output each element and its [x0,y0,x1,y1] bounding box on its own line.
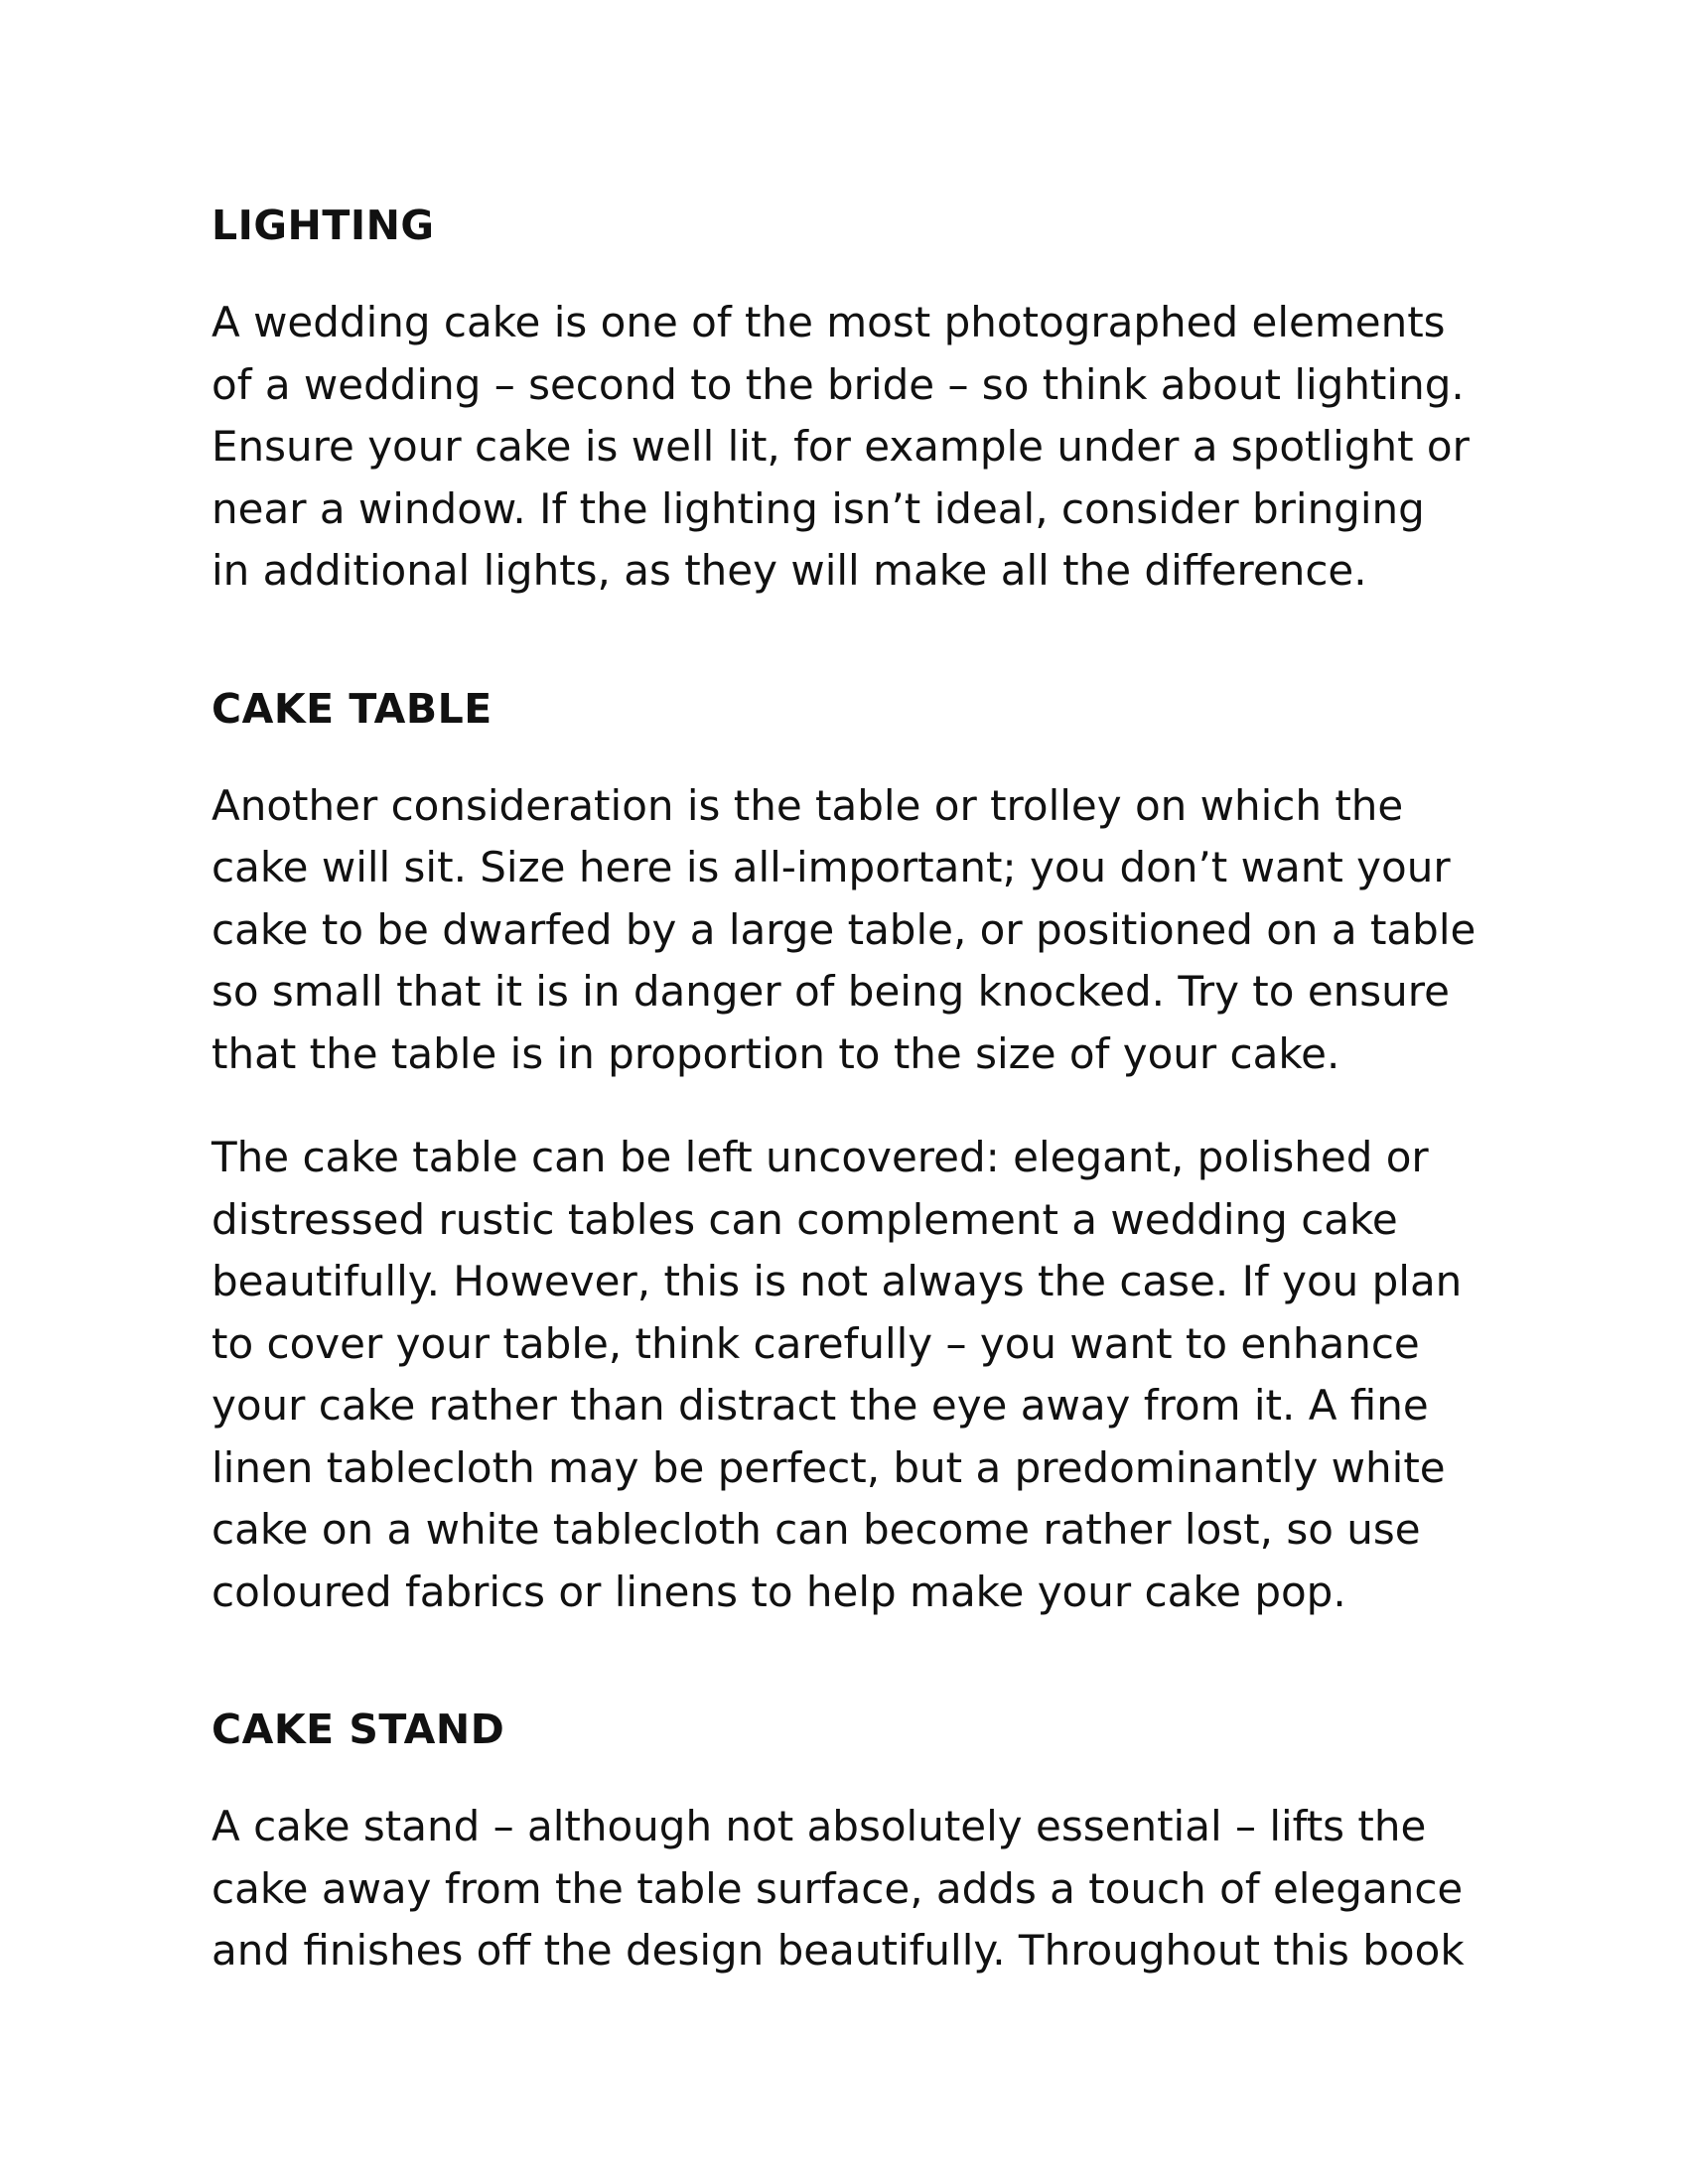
text-line: cake to be dwarfed by a large table, or positioned on a table [211,904,1477,954]
text-line: so small that it is in danger of being knocked. Try to ensure [211,967,1450,1016]
heading-cake-table: CAKE TABLE [211,684,492,733]
text-line: in additional lights, as they will make all the difference. [211,546,1367,595]
text-line: A cake stand – although not absolutely essential – lifts the [211,1802,1427,1850]
text-line: Another consideration is the table or trolley on which the [211,780,1404,830]
text-line: A wedding cake is one of the most photographed elements [211,298,1446,346]
text-line: linen tablecloth may be perfect, but a predominantly white [211,1442,1446,1492]
paragraph-cake-table-2 [211,1127,1502,1623]
text-line: distressed rustic tables can complement a wedding cake [211,1194,1398,1244]
text-line: coloured fabrics or linens to help make your cake pop. [211,1567,1346,1616]
text-line: and finishes off the design beautifully. Throughout this book [211,1926,1465,1975]
heading-cake-stand: CAKE STAND [211,1706,505,1753]
paragraph-lighting [211,292,1502,603]
text-line: cake will sit. Size here is all-important; you don’t want your [211,843,1451,891]
text-line: cake away from the table surface, adds a touch of elegance [211,1863,1464,1913]
paragraph-cake-stand [211,1796,1502,1982]
text-line: to cover your table, think carefully – you want to enhance [211,1318,1420,1368]
document-page [211,195,1502,1982]
text-line: that the table is in proportion to the size of your cake. [211,1028,1340,1078]
text-line: Ensure your cake is well lit, for example under a spotlight or [211,422,1470,471]
text-line: near a window. If the lighting isn’t ideal, consider bringing [211,483,1425,533]
text-line: beautifully. However, this is not always the case. If you plan [211,1257,1463,1305]
paragraph-cake-table-1 [211,775,1502,1086]
text-line: your cake rather than distract the eye away from it. A fine [211,1381,1429,1430]
text-line: cake on a white tablecloth can become rather lost, so use [211,1505,1421,1554]
text-line: The cake table can be left uncovered: elegant, polished or [211,1133,1429,1181]
text-line: of a wedding – second to the bride – so think about lighting. [211,359,1465,409]
heading-lighting: LIGHTING [211,202,435,249]
